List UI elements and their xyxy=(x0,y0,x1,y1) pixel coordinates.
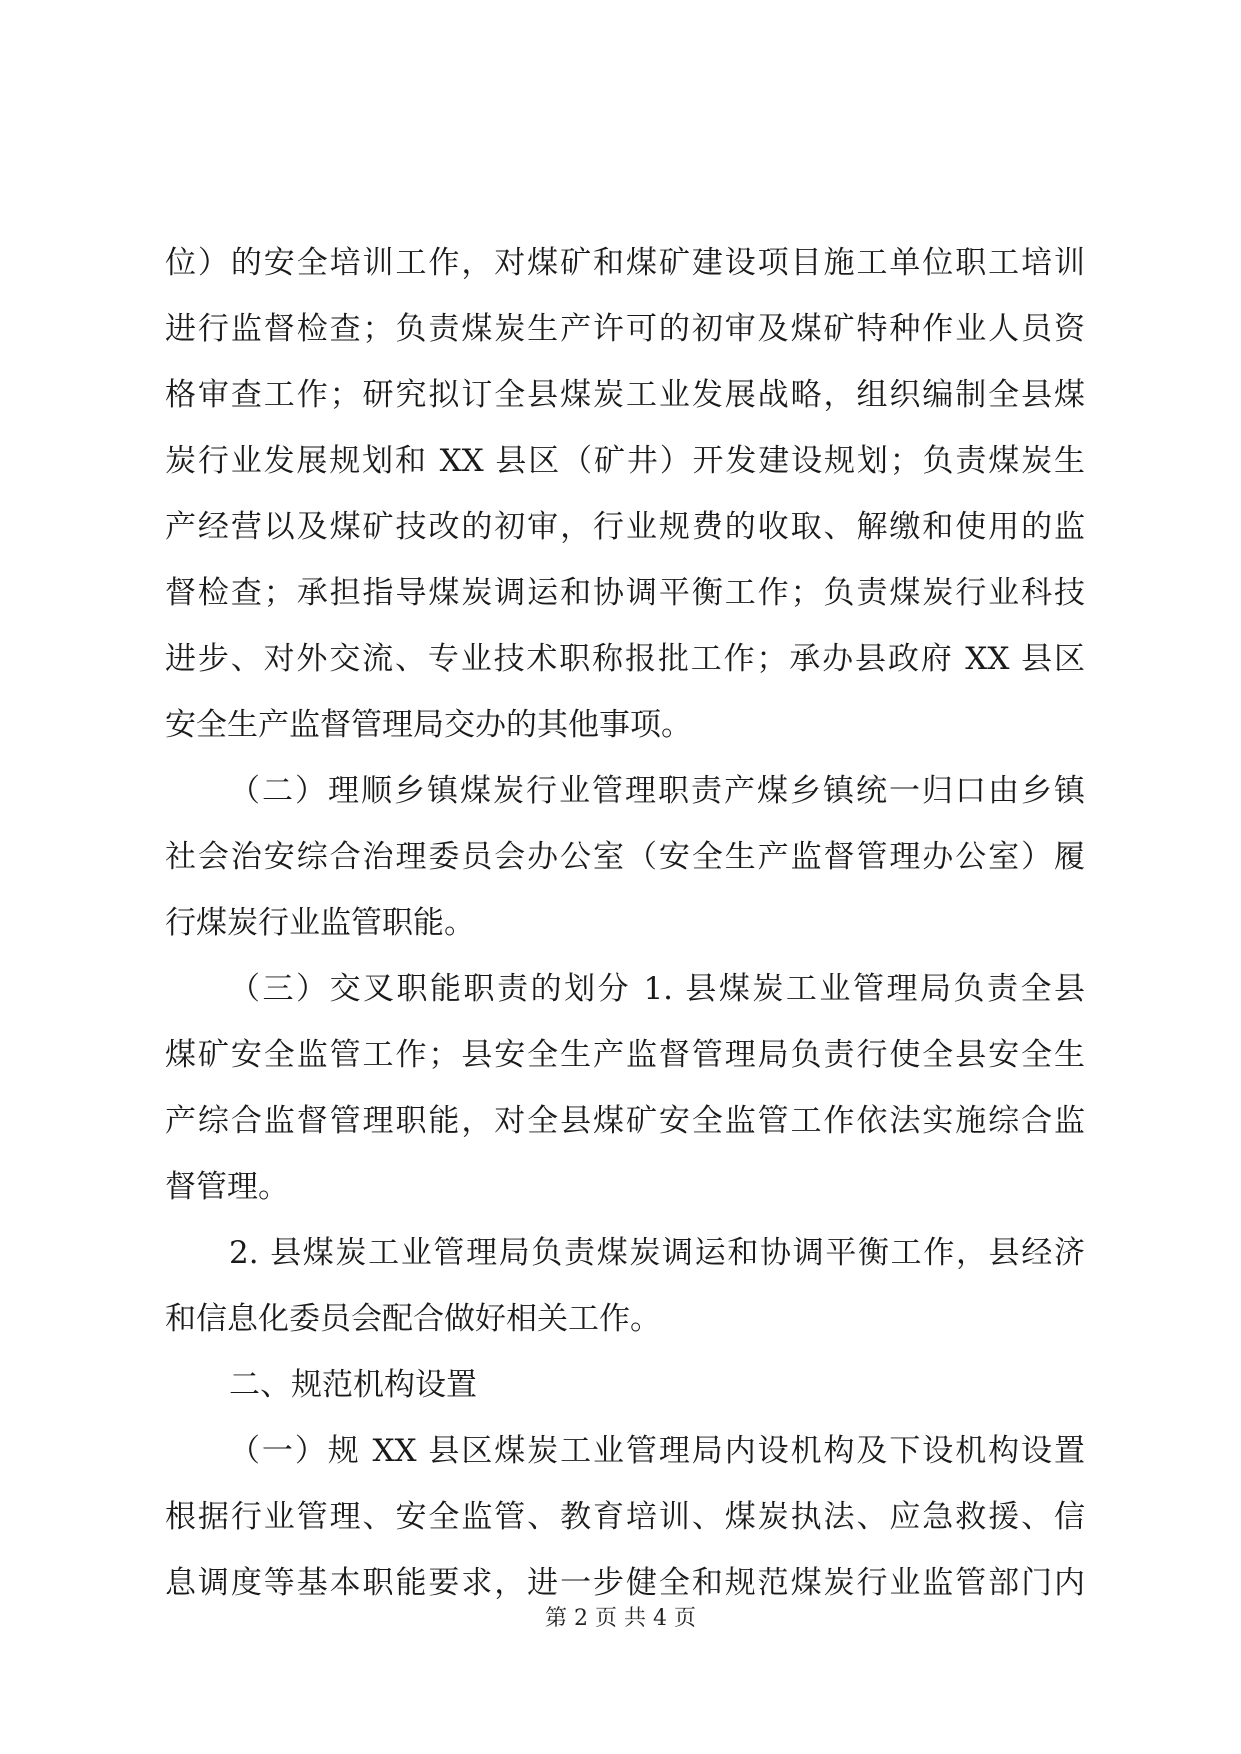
text-line: 产经营以及煤矿技改的初审，行业规费的收取、解缴和使用的监 xyxy=(165,509,1085,545)
text-line: 安全生产监督管理局交办的其他事项。 xyxy=(165,707,692,743)
page-footer: 第 2 页 共 4 页 xyxy=(545,1606,696,1631)
paragraph-heading-line: （一）规 XX 县区煤炭工业管理局内设机构及下设机构设置 xyxy=(229,1433,1085,1469)
text-line: 煤矿安全监管工作；县安全生产监督管理局负责行使全县安全生 xyxy=(165,1037,1085,1073)
paragraph-heading-line: （三）交叉职能职责的划分 1. 县煤炭工业管理局负责全县 xyxy=(229,971,1085,1007)
text-line: 位）的安全培训工作，对煤矿和煤矿建设项目施工单位职工培训 xyxy=(165,245,1085,281)
text-line: 格审查工作；研究拟订全县煤炭工业发展战略，组织编制全县煤 xyxy=(165,377,1085,413)
text-line: 息调度等基本职能要求，进一步健全和规范煤炭行业监管部门内 xyxy=(165,1565,1085,1601)
document-body xyxy=(165,230,1085,1616)
text-line: 进行监督检查；负责煤炭生产许可的初审及煤矿特种作业人员资 xyxy=(165,311,1085,347)
text-line: 和信息化委员会配合做好相关工作。 xyxy=(165,1301,661,1337)
text-line: 行煤炭行业监管职能。 xyxy=(165,905,475,941)
text-line: 根据行业管理、安全监管、教育培训、煤炭执法、应急救援、信 xyxy=(165,1499,1085,1535)
section-heading: 二、规范机构设置 xyxy=(229,1367,477,1403)
paragraph-heading-line: （二）理顺乡镇煤炭行业管理职责产煤乡镇统一归口由乡镇 xyxy=(229,773,1085,809)
text-line: 炭行业发展规划和 XX 县区（矿井）开发建设规划；负责煤炭生 xyxy=(165,443,1085,479)
text-line: 社会治安综合治理委员会办公室（安全生产监督管理办公室）履 xyxy=(165,839,1085,875)
text-line: 督管理。 xyxy=(165,1169,289,1205)
text-line: 督检查；承担指导煤炭调运和协调平衡工作；负责煤炭行业科技 xyxy=(165,575,1085,611)
text-line: 产综合监督管理职能，对全县煤矿安全监管工作依法实施综合监 xyxy=(165,1103,1085,1139)
text-line: 进步、对外交流、专业技术职称报批工作；承办县政府 XX 县区 xyxy=(165,641,1085,677)
text-line: 2. 县煤炭工业管理局负责煤炭调运和协调平衡工作，县经济 xyxy=(229,1235,1085,1271)
